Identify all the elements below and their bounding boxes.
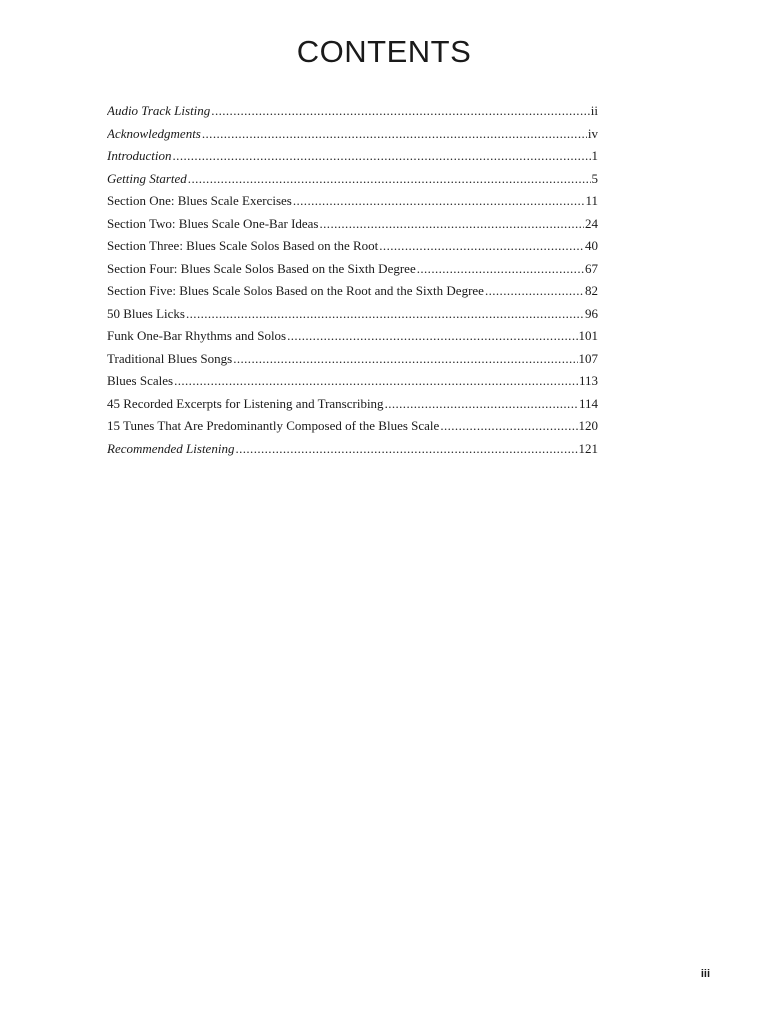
toc-entry-title: Funk One-Bar Rhythms and Solos <box>107 328 287 343</box>
toc-entry <box>107 258 598 281</box>
dot-leader <box>379 235 584 258</box>
toc-entry <box>107 168 598 191</box>
toc-entry-title: 45 Recorded Excerpts for Listening and Transcribing <box>107 395 384 411</box>
toc-entry-title: Section Five: Blues Scale Solos Based on the Root and the Sixth Degree <box>107 283 484 298</box>
toc-entry-page: ii <box>590 103 598 118</box>
toc-entry-title: 15 Tunes That Are Predominantly Composed of the Blues Scale <box>107 418 440 433</box>
dot-leader <box>293 190 585 213</box>
toc-entry-page: 120 <box>578 418 598 433</box>
dot-leader <box>173 145 591 168</box>
dot-leader <box>417 258 584 281</box>
toc-entry-page: 114 <box>578 395 598 411</box>
toc-entry <box>107 415 598 438</box>
dot-leader <box>320 213 585 236</box>
dot-leader <box>202 123 587 146</box>
toc-entry-title: Audio Track Listing <box>107 103 211 118</box>
toc-entry-title: Section Three: Blues Scale Solos Based on the Root <box>107 238 379 253</box>
toc-entry <box>107 325 598 348</box>
toc-entry <box>107 438 598 461</box>
toc-entry-title: 50 Blues Licks <box>107 305 185 321</box>
toc-entry-title: Recommended Listening <box>107 440 235 456</box>
toc-entry <box>107 213 598 236</box>
toc-entry-page: 96 <box>585 305 598 321</box>
toc-entry-title: Blues Scales <box>107 373 174 388</box>
toc-entry-page: 121 <box>578 440 598 456</box>
toc-entry-title: Section Four: Blues Scale Solos Based on the Sixth Degree <box>107 260 416 276</box>
toc-entry-title: Acknowledgments <box>107 125 201 141</box>
dot-leader <box>188 168 591 191</box>
dot-leader <box>485 280 584 303</box>
toc-entry-title: Section Two: Blues Scale One-Bar Ideas <box>107 215 319 231</box>
toc-entry <box>107 235 598 258</box>
toc-entry <box>107 190 598 213</box>
dot-leader <box>233 348 577 371</box>
toc-entry-title: Introduction <box>107 148 172 163</box>
page-title: CONTENTS <box>296 34 472 69</box>
page-number: iii <box>700 968 710 980</box>
dot-leader <box>235 438 577 461</box>
toc-entry <box>107 100 598 123</box>
dot-leader <box>211 100 589 123</box>
table-of-contents <box>107 100 598 460</box>
toc-entry-page: 1 <box>591 148 598 163</box>
toc-entry-page: 40 <box>585 238 598 253</box>
toc-entry-page: 113 <box>578 373 598 388</box>
toc-entry-title: Getting Started <box>107 170 187 186</box>
dot-leader <box>174 370 578 393</box>
toc-entry-page: 5 <box>591 170 598 186</box>
toc-entry-page: 82 <box>585 283 598 298</box>
toc-entry <box>107 370 598 393</box>
toc-entry <box>107 123 598 146</box>
dot-leader <box>186 303 584 326</box>
toc-entry <box>107 280 598 303</box>
toc-entry-page: iv <box>587 125 598 141</box>
toc-entry-page: 101 <box>578 328 598 343</box>
toc-entry <box>107 145 598 168</box>
toc-entry <box>107 303 598 326</box>
toc-entry <box>107 393 598 416</box>
dot-leader <box>385 393 578 416</box>
toc-entry-page: 11 <box>585 193 598 208</box>
toc-entry-title: Section One: Blues Scale Exercises <box>107 193 292 208</box>
toc-entry <box>107 348 598 371</box>
toc-entry-page: 107 <box>578 350 598 366</box>
dot-leader <box>287 325 577 348</box>
toc-entry-title: Traditional Blues Songs <box>107 350 233 366</box>
toc-entry-page: 67 <box>585 260 598 276</box>
toc-entry-page: 24 <box>585 215 598 231</box>
dot-leader <box>440 415 577 438</box>
